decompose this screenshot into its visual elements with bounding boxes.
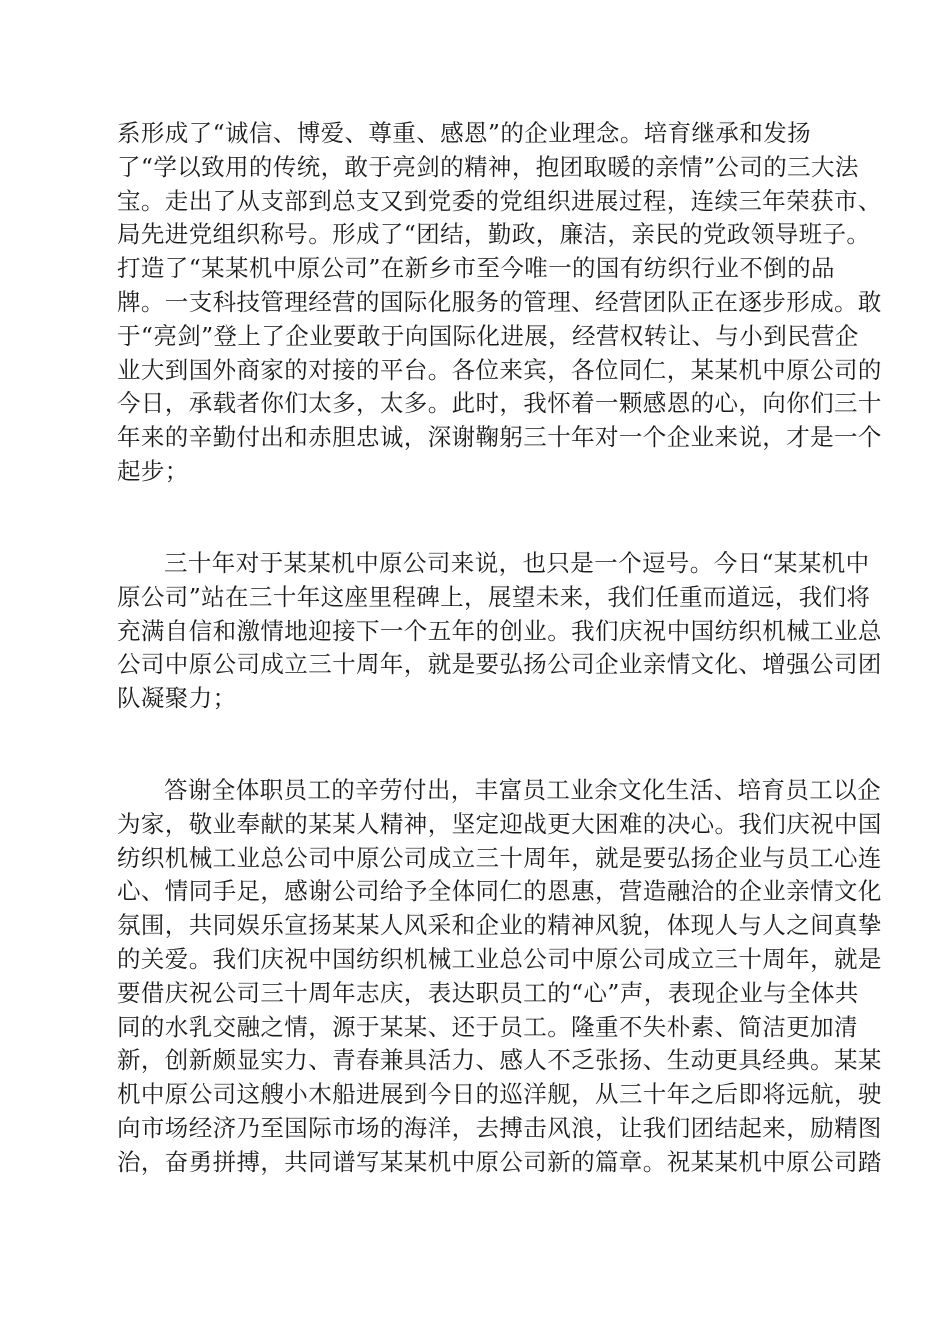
paragraph-2-line: 原公司”站在三十年这座里程碑上，展望未来，我们任重而道远，我们将 [117, 582, 871, 611]
paragraph-2-line: 公司中原公司成立三十周年，就是要弘扬公司企业亲情文化、增强公司团 [117, 650, 882, 679]
paragraph-3-line: 向市场经济乃至国际市场的海洋，去搏击风浪，让我们团结起来，励精图 [117, 1113, 882, 1142]
paragraph-1-line: 了“学以致用的传统，敢于亮剑的精神，抱团取暖的亲情”公司的三大法 [117, 152, 859, 181]
paragraph-1 [117, 117, 882, 489]
paragraph-3-line: 机中原公司这艘小木船进展到今日的巡洋舰，从三十年之后即将远航，驶 [117, 1080, 882, 1109]
paragraph-3-line: 要借庆祝公司三十周年志庆，表达职员工的“心”声，表现企业与全体共 [117, 978, 859, 1007]
paragraph-2 [117, 547, 882, 716]
paragraph-3-line: 氛围，共同娱乐宣扬某某人风采和企业的精神风貌，体现人与人之间真挚 [117, 911, 882, 940]
paragraph-3-line: 的关爱。我们庆祝中国纺织机械工业总公司中原公司成立三十周年，就是 [117, 944, 882, 973]
paragraph-3-line: 答谢全体职员工的辛劳付出，丰富员工业余文化生活、培育员工以企 [164, 776, 881, 804]
paragraph-3-line: 纺织机械工业总公司中原公司成立三十周年，就是要弘扬企业与员工心连 [117, 843, 882, 872]
paragraph-1-line: 宝。走出了从支部到总支又到党委的党组织进展过程，连续三年荣获市、 [117, 186, 882, 215]
paragraph-1-line: 打造了“某某机中原公司”在新乡市至今唯一的国有纺织行业不倒的品 [117, 254, 835, 283]
paragraph-3-line: 新，创新颇显实力、青春兼具活力、感人不乏张扬、生动更具经典。某某 [117, 1046, 882, 1075]
paragraph-1-line: 业大到国外商家的对接的平台。各位来宾，各位同仁，某某机中原公司的 [117, 355, 882, 384]
paragraph-3 [117, 774, 882, 1180]
paragraph-2-line: 充满自信和激情地迎接下一个五年的创业。我们庆祝中国纺织机械工业总 [117, 616, 882, 645]
paragraph-3-line: 心、情同手足，感谢公司给予全体同仁的恩惠，营造融洽的企业亲情文化 [117, 877, 882, 906]
paragraph-1-line: 于“亮剑”登上了企业要敢于向国际化进展，经营权转让、与小到民营企 [117, 321, 859, 350]
paragraph-3-line: 治，奋勇拼搏，共同谱写某某机中原公司新的篇章。祝某某机中原公司踏 [117, 1147, 882, 1176]
paragraph-3-line: 为家，敬业奉献的某某人精神，坚定迎战更大困难的决心。我们庆祝中国 [117, 809, 882, 838]
paragraph-1-line: 局先进党组织称号。形成了“团结，勤政，廉洁，亲民的党政领导班子。 [117, 220, 871, 249]
paragraph-2-line: 队凝聚力； [117, 684, 237, 713]
paragraph-1-line: 牌。一支科技管理经营的国际化服务的管理、经营团队正在逐步形成。敢 [117, 287, 882, 316]
paragraph-2-line: 三十年对于某某机中原公司来说，也只是一个逗号。今日“某某机中 [164, 549, 870, 577]
paragraph-3-line: 同的水乳交融之情，源于某某、还于员工。隆重不失朴素、简洁更加清 [117, 1012, 858, 1041]
paragraph-1-line: 系形成了“诚信、博爱、尊重、感恩”的企业理念。培育继承和发扬 [117, 119, 812, 147]
paragraph-1-line: 今日，承载者你们太多，太多。此时，我怀着一颗感恩的心，向你们三十 [117, 389, 882, 418]
paragraph-1-line: 起步； [117, 456, 189, 485]
paragraph-1-line: 年来的辛勤付出和赤胆忠诚，深谢鞠躬三十年对一个企业来说，才是一个 [117, 423, 882, 452]
